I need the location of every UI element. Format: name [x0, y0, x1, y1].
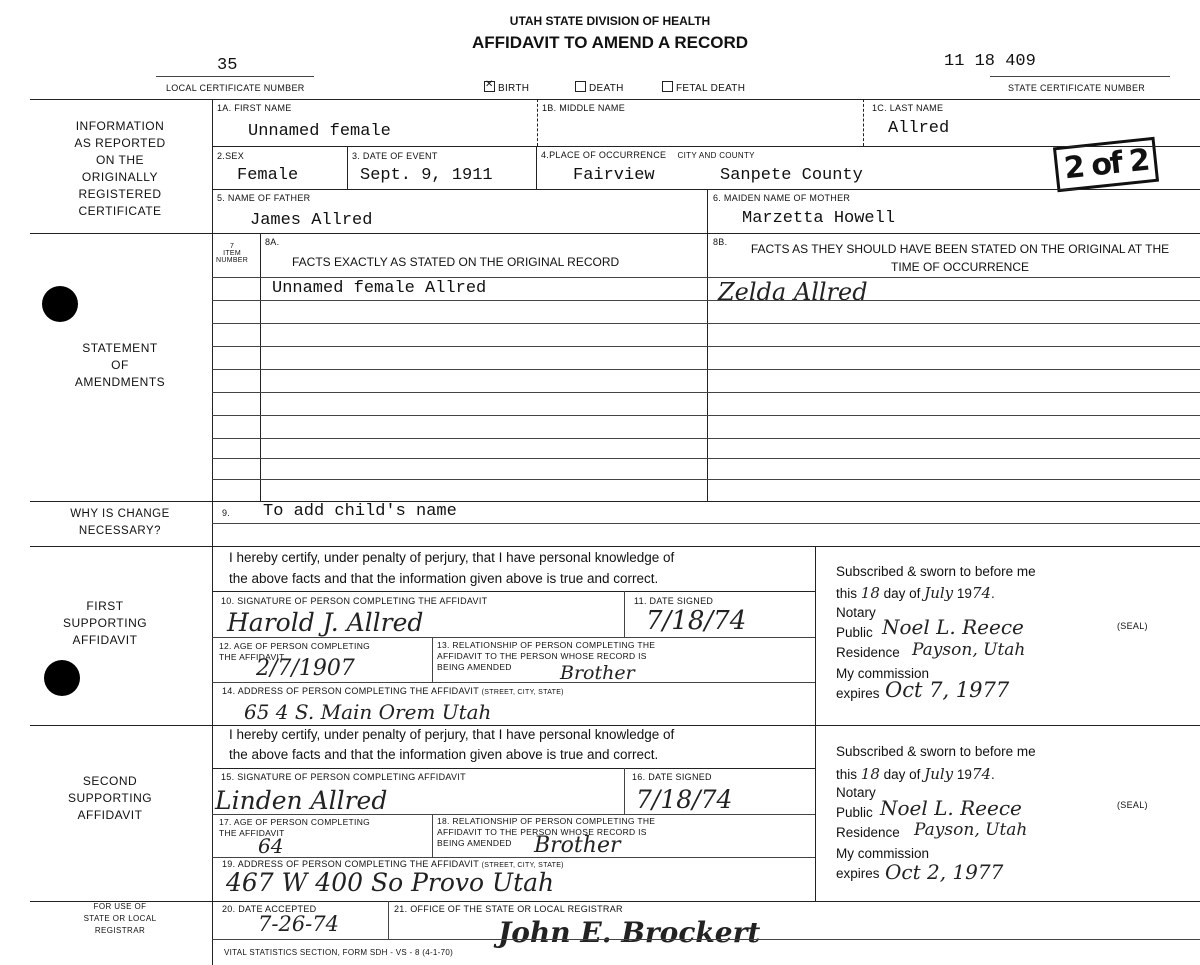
birth-checkbox[interactable] [484, 81, 495, 92]
last-name-label: 1C. LAST NAME [872, 103, 944, 113]
why-num: 9. [222, 508, 231, 518]
place-label: 4.PLACE OF OCCURRENCE CITY AND COUNTY [541, 150, 755, 160]
middle-name-label: 1B. MIDDLE NAME [542, 103, 626, 113]
father-value: James Allred [250, 211, 373, 230]
registrar-section-label: FOR USE OF STATE OR LOCAL REGISTRAR [83, 902, 157, 935]
second-residence-label: Residence [836, 825, 900, 840]
first-certify-line-1: I hereby certify, under penalty of perjury, that I have personal knowledge of [229, 550, 675, 565]
registrar-office-label: 21. OFFICE OF THE STATE OR LOCAL REGISTRAR [394, 904, 623, 914]
punch-hole-top [42, 286, 78, 322]
col-b-title: FACTS AS THEY SHOULD HAVE BEEN STATED ON THE ORIGINAL AT THE TIME OF OCCURRENCE [750, 242, 1170, 274]
last-name-value: Allred [888, 119, 950, 138]
date-value: Sept. 9, 1911 [360, 166, 493, 185]
second-age-label: 17. AGE OF PERSON COMPLETING THE AFFIDAVIT [219, 817, 371, 838]
first-seal-label: (SEAL) [1117, 621, 1148, 631]
second-sig-label: 15. SIGNATURE OF PERSON COMPLETING AFFIDAVIT [221, 772, 466, 782]
second-notary-subscribed: Subscribed & sworn to before me [836, 744, 1036, 759]
state-cert-label: STATE CERTIFICATE NUMBER [1008, 83, 1146, 93]
why-reason: To add child's name [263, 502, 457, 521]
local-cert-label: LOCAL CERTIFICATE NUMBER [166, 83, 305, 93]
first-name-value: Unnamed female [248, 122, 391, 141]
sex-value: Female [237, 166, 299, 185]
death-checkbox[interactable] [575, 81, 586, 92]
first-residence: Payson, Utah [912, 640, 1026, 660]
second-seal-label: (SEAL) [1117, 800, 1148, 810]
original-section-label: INFORMATION AS REPORTED ON THE ORIGINALLY REGISTERED CERTIFICATE [74, 119, 166, 218]
second-certify-line-2: the above facts and that the information given above is true and correct. [229, 747, 659, 762]
item-number-label: 7 ITEM NUMBER [216, 243, 249, 264]
second-signature: Linden Allred [215, 786, 388, 815]
first-notary-day-line: this 18 day of July 1974. [836, 584, 995, 602]
col-a-title: FACTS EXACTLY AS STATED ON THE ORIGINAL RECORD [292, 255, 620, 269]
date-label: 3. DATE OF EVENT [352, 151, 438, 161]
page-stamp: 2 of 2 [1053, 137, 1159, 192]
col-a-num: 8A. [265, 237, 280, 247]
second-date-label: 16. DATE SIGNED [632, 772, 712, 782]
second-notary-name: Noel L. Reece [880, 796, 1022, 820]
agency-name: UTAH STATE DIVISION OF HEALTH [509, 14, 711, 28]
first-notary-name: Noel L. Reece [882, 615, 1024, 639]
amendments-section-label: STATEMENT OF AMENDMENTS [74, 341, 166, 389]
why-label: WHY IS CHANGE NECESSARY? [70, 508, 170, 537]
first-expires-date: Oct 7, 1977 [885, 678, 1010, 702]
second-public-label: Public [836, 805, 873, 820]
type-birth: ✕ BIRTH [484, 81, 529, 94]
first-age-value: 2/7/1907 [256, 656, 355, 681]
form-title: AFFIDAVIT TO AMEND A RECORD [471, 33, 749, 52]
second-residence: Payson, Utah [914, 820, 1028, 840]
second-date-signed: 7/18/74 [636, 785, 733, 814]
first-certify-line-2: the above facts and that the information given above is true and correct. [229, 571, 659, 586]
first-date-label: 11. DATE SIGNED [634, 596, 714, 606]
punch-hole-bottom [44, 660, 80, 696]
second-addr-label: 19. ADDRESS OF PERSON COMPLETING THE AFFIDAVIT (STREET, CITY, STATE) [222, 859, 564, 869]
second-commission-label: My commission [836, 846, 930, 861]
state-cert-number: 11 18 409 [944, 52, 1036, 71]
fetal-death-checkbox[interactable] [662, 81, 673, 92]
second-affidavit-label: SECOND SUPPORTING AFFIDAVIT [67, 774, 153, 822]
original-fact-value: Unnamed female Allred [272, 279, 487, 298]
type-fetal-death: FETAL DEATH [662, 81, 745, 94]
col-b-num: 8B. [713, 237, 728, 247]
mother-label: 6. MAIDEN NAME OF MOTHER [713, 193, 851, 203]
first-relationship: Brother [560, 662, 635, 684]
first-addr-label: 14. ADDRESS OF PERSON COMPLETING THE AFFIDAVIT (STREET, CITY, STATE) [222, 686, 564, 696]
second-rel-label: 18. RELATIONSHIP OF PERSON COMPLETING THE AFFIDAVIT TO THE PERSON WHOSE RECORD IS BEING AMENDED [437, 816, 656, 848]
first-date-signed: 7/18/74 [646, 606, 747, 636]
first-signature: Harold J. Allred [227, 608, 424, 637]
first-residence-label: Residence [836, 645, 900, 660]
first-public-label: Public [836, 625, 873, 640]
second-address: 467 W 400 So Provo Utah [226, 868, 555, 897]
county-value: Sanpete County [720, 166, 863, 185]
sex-label: 2.SEX [217, 151, 245, 161]
first-rel-label: 13. RELATIONSHIP OF PERSON COMPLETING THE AFFIDAVIT TO THE PERSON WHOSE RECORD IS BEING AMENDED [437, 640, 656, 672]
second-certify-line-1: I hereby certify, under penalty of perjury, that I have personal knowledge of [229, 727, 675, 742]
first-sig-label: 10. SIGNATURE OF PERSON COMPLETING THE AFFIDAVIT [221, 596, 488, 606]
first-affidavit-label: FIRST SUPPORTING AFFIDAVIT [62, 599, 148, 647]
city-value: Fairview [573, 166, 655, 185]
registrar-signature: John E. Brockert [498, 916, 761, 949]
date-accepted-label: 20. DATE ACCEPTED [222, 904, 317, 914]
first-commission-label: My commission [836, 666, 930, 681]
date-accepted-value: 7-26-74 [258, 912, 339, 936]
form-footer: VITAL STATISTICS SECTION, FORM SDH - VS - 8 (4-1-70) [224, 948, 454, 957]
second-notary-label: Notary [836, 785, 876, 800]
first-notary-label: Notary [836, 605, 876, 620]
second-expires-label: expires [836, 866, 880, 881]
first-name-label: 1A. FIRST NAME [217, 103, 292, 113]
second-age-value: 64 [258, 834, 284, 858]
second-notary-day-line: this 18 day of July 1974. [836, 765, 995, 783]
first-address: 65 4 S. Main Orem Utah [244, 700, 492, 724]
first-age-label: 12. AGE OF PERSON COMPLETING THE AFFIDAVIT [219, 641, 371, 662]
corrected-fact-value: Zelda Allred [718, 278, 868, 306]
second-relationship: Brother [534, 833, 621, 858]
first-notary-subscribed: Subscribed & sworn to before me [836, 564, 1036, 579]
mother-value: Marzetta Howell [742, 209, 896, 228]
first-expires-label: expires [836, 686, 880, 701]
type-death: DEATH [575, 81, 624, 94]
father-label: 5. NAME OF FATHER [217, 193, 311, 203]
local-cert-number: 35 [217, 56, 238, 75]
second-expires-date: Oct 2, 1977 [885, 860, 1004, 884]
